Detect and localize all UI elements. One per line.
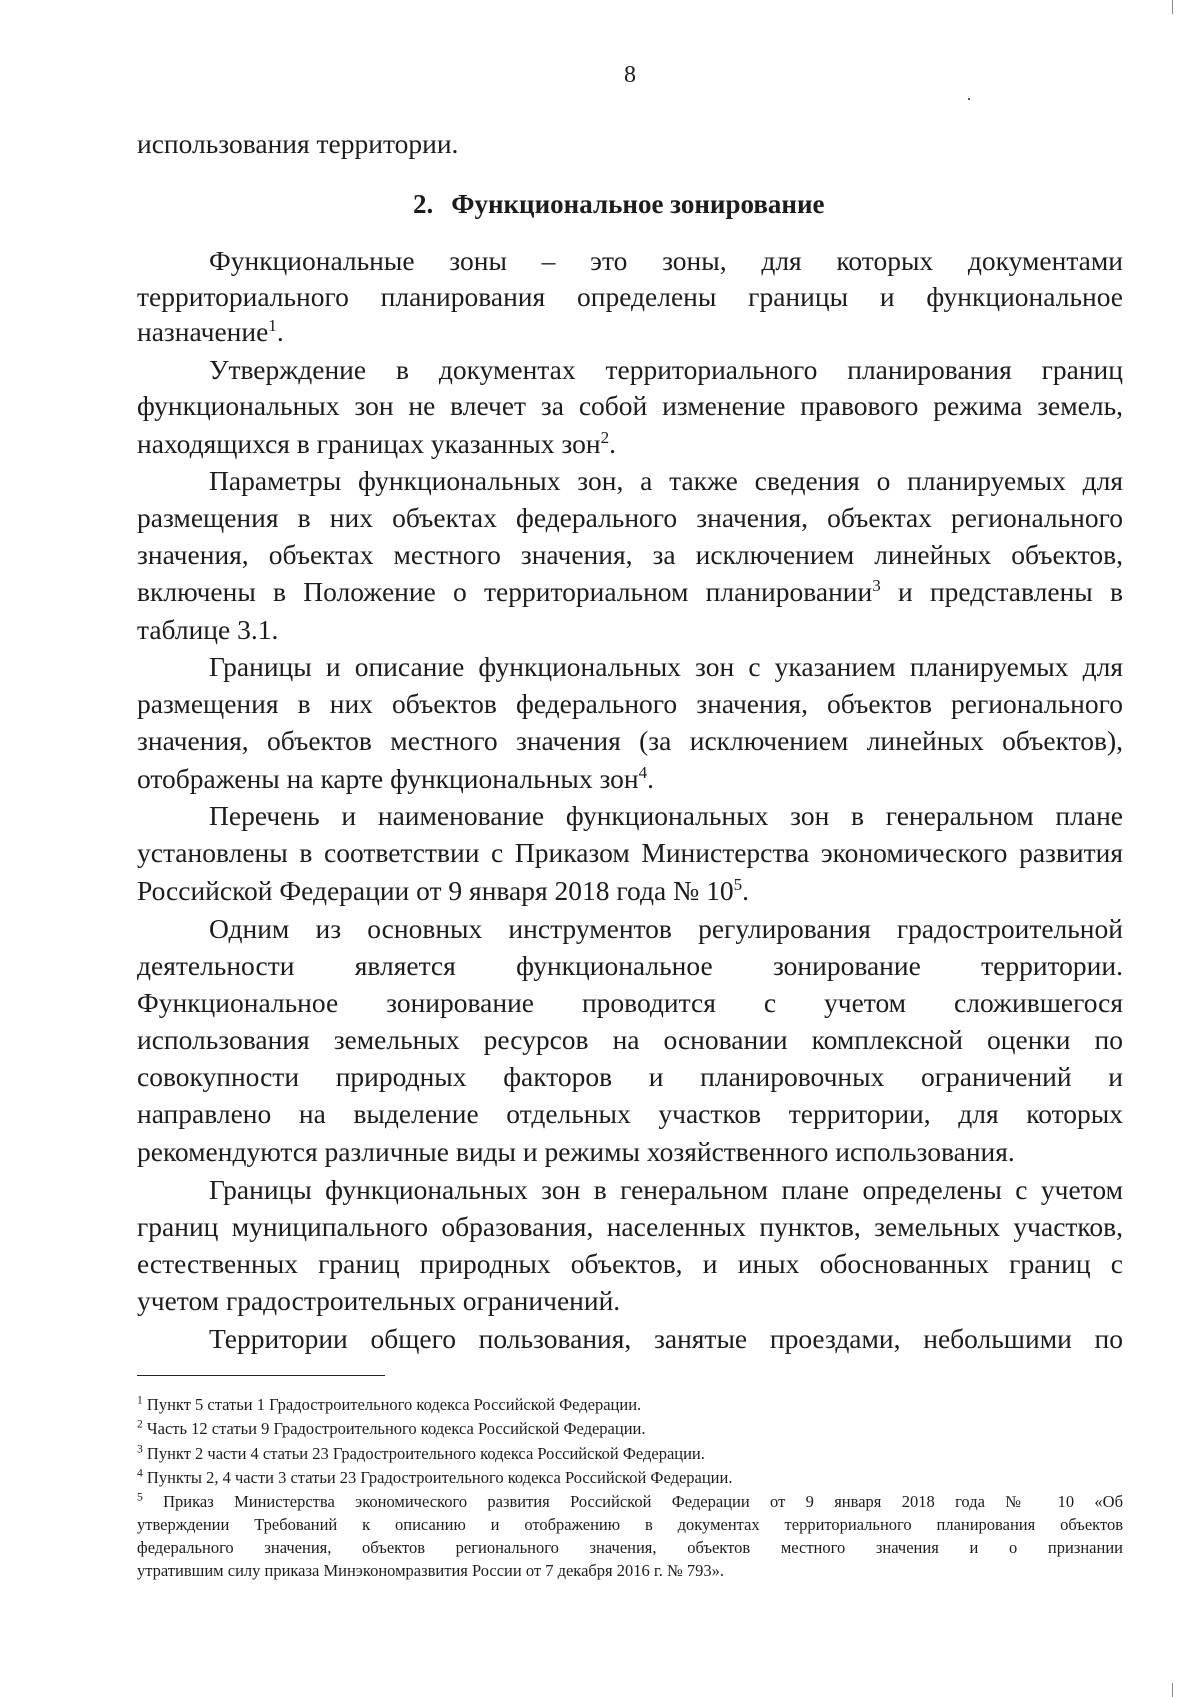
- text-line: использования территории.: [137, 128, 459, 159]
- text-line: функциональных зон не влечет за собой изменение правового режима земель,: [137, 390, 1123, 421]
- text-line: Границы функциональных зон в генеральном плане определены с учетом: [209, 1174, 1123, 1205]
- text-line: Одним из основных инструментов регулирования градостроительной: [209, 913, 1123, 944]
- text-line: границ муниципального образования, населенных пунктов, земельных участков,: [137, 1211, 1123, 1242]
- text-line: рекомендуются различные виды и режимы хозяйственного использования.: [137, 1136, 1015, 1167]
- footnote-ref: 3: [872, 575, 881, 595]
- text-line: находящихся в границах указанных зон$^2$.: [137, 427, 616, 459]
- text-line: использования земельных ресурсов на основании комплексной оценки по: [137, 1024, 1123, 1055]
- footnote: федерального значения, объектов регионального значения, объектов местного значения и о признании: [137, 1538, 1123, 1557]
- text-line: размещения в них объектов федерального значения, объектов регионального: [137, 688, 1123, 719]
- text-line: Функциональные зоны – это зоны, для которых документами: [209, 245, 1123, 276]
- text-line: Территории общего пользования, занятые проездами, небольшими по: [209, 1323, 1123, 1354]
- footnote: $^3$ Пункт 2 части 4 статьи 23 Градостроительного кодекса Российской Федерации.: [137, 1443, 705, 1463]
- footnote-ref: 1: [268, 315, 277, 335]
- text-line: Функциональное зонирование проводится с учетом сложившегося: [137, 987, 1123, 1018]
- footnote: $^4$ Пункты 2, 4 части 3 статьи 23 Градостроительного кодекса Российской Федерации.: [137, 1467, 733, 1487]
- text-line: естественных границ природных объектов, и иных обоснованных границ с: [137, 1248, 1123, 1279]
- section-number: 2.: [413, 189, 434, 219]
- text-line: размещения в них объектах федерального значения, объектах регионального: [137, 502, 1123, 533]
- scan-edge-mark: [1172, 0, 1173, 14]
- text-line: Утверждение в документах территориального планирования границ: [209, 354, 1123, 385]
- text-line: территориального планирования определены границы и функциональное: [137, 281, 1123, 312]
- text-line: Перечень и наименование функциональных зон в генеральном плане: [209, 800, 1123, 831]
- footnote-separator: [137, 1375, 385, 1376]
- text-line: значения, объектов местного значения (за исключением линейных объектов),: [137, 725, 1123, 756]
- page-number: 8: [624, 62, 636, 88]
- footnote: утратившим силу приказа Минэкономразвития России от 7 декабря 2016 г. № 793».: [137, 1561, 725, 1580]
- text-line: значения, объектах местного значения, за исключением линейных объектов,: [137, 539, 1123, 570]
- section-heading: [413, 188, 825, 220]
- text-line: Границы и описание функциональных зон с указанием планируемых для: [209, 651, 1123, 682]
- text-line: назначение$^1$.: [137, 315, 284, 347]
- scan-speck: [968, 98, 970, 100]
- section-title: Функциональное зонирование: [451, 189, 825, 219]
- footnote: $^1$ Пункт 5 статьи 1 Градостроительного кодекса Российской Федерации.: [137, 1394, 642, 1414]
- scan-edge-mark: [1172, 1683, 1173, 1697]
- footnote-ref: 5: [733, 874, 743, 894]
- footnote: $^2$ Часть 12 статьи 9 Градостроительного кодекса Российской Федерации.: [137, 1418, 646, 1438]
- footnote-ref: 2: [600, 427, 610, 447]
- footnote: $^5$ Приказ Министерства экономического развития Российской Федерации от 9 января 2018 года № 10 «Об: [137, 1491, 1123, 1511]
- footnote: утверждении Требований к описанию и отображению в документах территориального планирования объектов: [137, 1515, 1123, 1534]
- text-line: таблице 3.1.: [137, 614, 279, 645]
- text-line: включены в Положение о территориальном планировании$^3$ и представлены в: [137, 575, 1123, 607]
- text-line: направлено на выделение отдельных участков территории, для которых: [137, 1098, 1123, 1129]
- text-line: отображены на карте функциональных зон$^4$.: [137, 762, 655, 794]
- text-line: Российской Федерации от 9 января 2018 года № $10^5$.: [137, 874, 750, 906]
- text-line: деятельности является функциональное зонирование территории.: [137, 950, 1123, 981]
- text-line: совокупности природных факторов и планировочных ограничений и: [137, 1061, 1123, 1092]
- text-line: учетом градостроительных ограничений.: [137, 1285, 621, 1316]
- footnote-ref: 4: [638, 762, 648, 782]
- text-line: установлены в соответствии с Приказом Министерства экономического развития: [137, 837, 1123, 868]
- text-line: Параметры функциональных зон, а также сведения о планируемых для: [209, 465, 1123, 496]
